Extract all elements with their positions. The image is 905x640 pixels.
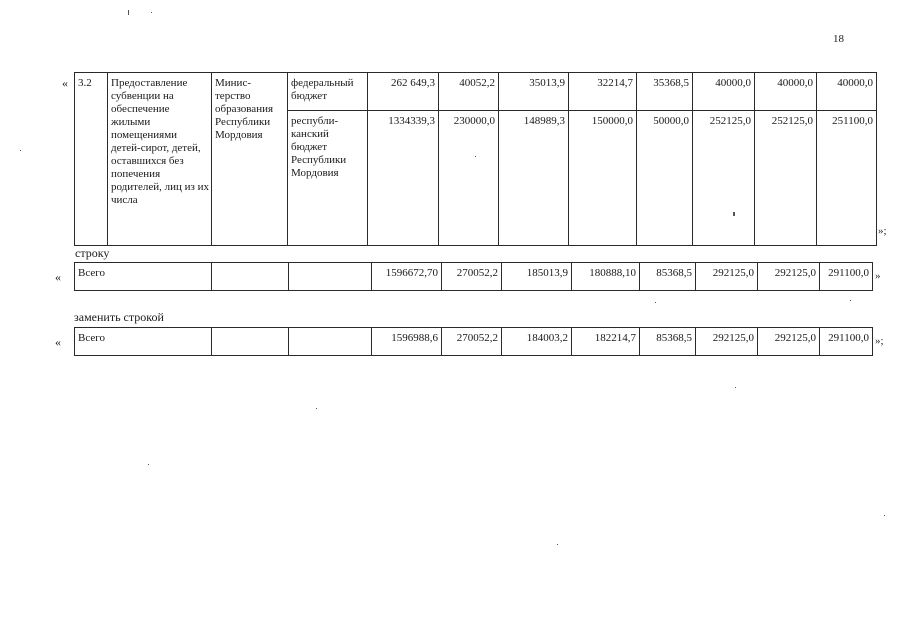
value-cell: 1596988,6 <box>372 328 442 356</box>
value-cell: 251100,0 <box>817 111 877 246</box>
total-label: Всего <box>75 328 212 356</box>
scan-speck <box>475 156 476 157</box>
value-cell: 292125,0 <box>758 328 820 356</box>
item-number: 3.2 <box>75 73 108 246</box>
value-cell: 292125,0 <box>758 263 820 291</box>
label-replace: заменить строкой <box>74 310 164 324</box>
close-quote: »; <box>875 335 884 347</box>
total-label: Всего <box>75 263 212 291</box>
scan-speck <box>20 150 21 151</box>
value-cell: 270052,2 <box>442 328 502 356</box>
value-cell: 148989,3 <box>499 111 569 246</box>
scan-speck <box>557 544 558 545</box>
table-row <box>75 263 873 291</box>
value-cell: 270052,2 <box>442 263 502 291</box>
value-cell: 291100,0 <box>820 328 873 356</box>
scan-speck <box>128 10 129 15</box>
value-cell: 85368,5 <box>640 328 696 356</box>
value-cell: 40000,0 <box>693 73 755 111</box>
value-cell: 185013,9 <box>502 263 572 291</box>
value-cell: 1334339,3 <box>368 111 439 246</box>
value-cell: 40000,0 <box>817 73 877 111</box>
scan-speck <box>733 212 735 216</box>
activity-name: Предоставление субвенции на обеспечение жилыми помещениями детей-сирот, детей, оставшихся без попечения родителей, лиц из их числа <box>108 73 212 246</box>
old-total-table <box>74 262 873 291</box>
value-cell: 40052,2 <box>439 73 499 111</box>
scan-speck <box>655 302 656 303</box>
new-total-table <box>74 327 873 356</box>
page-number: 18 <box>833 33 844 45</box>
value-cell: 292125,0 <box>696 328 758 356</box>
close-quote: » <box>875 270 881 282</box>
label-row: строку <box>75 246 110 260</box>
value-cell: 182214,7 <box>572 328 640 356</box>
value-cell: 252125,0 <box>755 111 817 246</box>
value-cell: 252125,0 <box>693 111 755 246</box>
value-cell: 291100,0 <box>820 263 873 291</box>
value-cell: 184003,2 <box>502 328 572 356</box>
funding-source: федеральный бюджет <box>288 73 368 111</box>
open-quote: « <box>55 270 61 284</box>
value-cell: 180888,10 <box>572 263 640 291</box>
scan-speck <box>148 464 149 465</box>
executor: Минис-терство образования Республики Мордовия <box>212 73 288 246</box>
value-cell: 40000,0 <box>755 73 817 111</box>
value-cell: 32214,7 <box>569 73 637 111</box>
open-quote: « <box>62 76 68 90</box>
scan-speck <box>316 408 317 409</box>
value-cell: 292125,0 <box>696 263 758 291</box>
value-cell: 262 649,3 <box>368 73 439 111</box>
scan-speck <box>884 515 885 516</box>
value-cell: 230000,0 <box>439 111 499 246</box>
value-cell: 50000,0 <box>637 111 693 246</box>
value-cell: 150000,0 <box>569 111 637 246</box>
scan-speck <box>850 300 851 301</box>
value-cell: 35013,9 <box>499 73 569 111</box>
funding-source: республи-канский бюджет Республики Мордовия <box>288 111 368 246</box>
close-quote: »; <box>878 225 887 237</box>
value-cell: 85368,5 <box>640 263 696 291</box>
table-row <box>75 328 873 356</box>
scan-speck <box>735 387 736 388</box>
value-cell: 1596672,70 <box>372 263 442 291</box>
open-quote: « <box>55 335 61 349</box>
program-table <box>74 72 877 246</box>
scan-speck <box>151 12 152 13</box>
table-row <box>75 73 877 111</box>
value-cell: 35368,5 <box>637 73 693 111</box>
